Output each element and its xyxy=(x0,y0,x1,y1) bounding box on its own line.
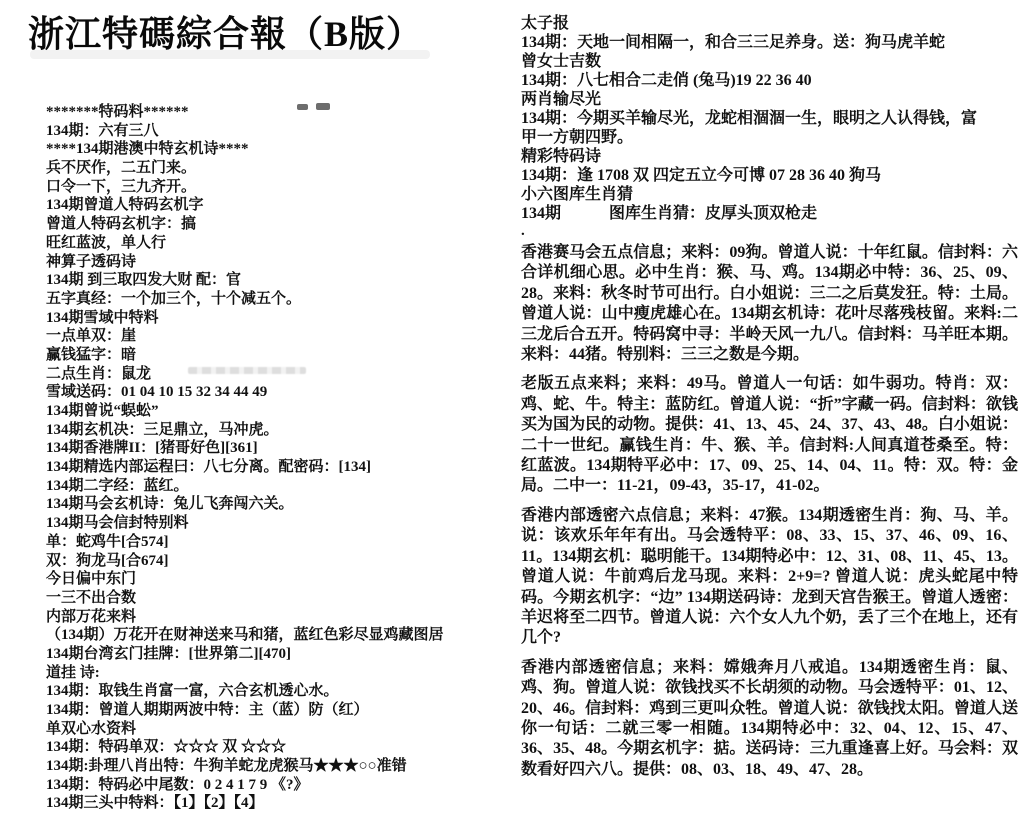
text-line: ****134期港澳中特玄机诗**** xyxy=(46,141,249,158)
text-line: 曾女士吉数 xyxy=(521,53,602,70)
text-line: （134期）万花开在财神送来马和猪，蓝红色彩尽显鸡藏图居 xyxy=(46,627,444,644)
text-line: 二点生肖：鼠龙 xyxy=(46,365,152,382)
tips-paragraph: 老版五点来料；来料：49马。曾道人一句话：如牛弱功。特肖：双：鸡、蛇、牛。特主：蓝防红。曾道人说：“折”字藏一码。信封料：欲钱买为国为民的动物。提供：41、13、45、24、37、43、48。白小姐说：二十一世纪。赢钱生肖：牛、猴、羊。信封料:人间真道苍桑至。特：红蓝波。134期特平必中：17、09、25、14、04、11。特：双。特：金局。二中一：11-21，09-43，35-17，41-02。 xyxy=(521,375,1018,495)
text-line: 134期：特码单双：☆☆☆ 双 ☆☆☆ xyxy=(46,739,287,756)
text-line: 134期精选内部运程曰：八七分离。配密码：[134] xyxy=(46,459,371,476)
text-line: 一点单双：崖 xyxy=(46,328,137,345)
text-line: 134期:卦理八肖出特：牛狗羊蛇龙虎猴马★★★○○准错 xyxy=(46,758,407,775)
page-title: 浙江特碼綜合報（B版） xyxy=(28,14,424,54)
text-line: 今日偏中东门 xyxy=(46,571,137,588)
text-line: 134期曾道人特码玄机字 xyxy=(46,197,204,214)
text-line: 小六图库生肖猜 xyxy=(521,186,634,203)
tips-paragraph: 香港内部透密信息；来料：嫦娥奔月八戒追。134期透密生肖：鼠、鸡、狗。曾道人说：欲钱找买不长胡须的动物。马会透特平：01、12、20、46。信封料：鸡到三更叫众牲。曾道人说：欲钱找太阳。曾道人送你一句话：二就三零一相随。134期特必中：32、04、12、15、47、36、35、48。今期玄机字：掂。送码诗：三九重逢喜上好。马会料：双数看好四六八。提供：08、03、18、49、47、28。 xyxy=(521,658,1018,778)
text-line: 134期：逢 1708 双 四定五立今可博 07 28 36 40 狗马 xyxy=(521,167,882,184)
text-line: 兵不厌作，二五门来。 xyxy=(46,160,197,177)
right-top-lines xyxy=(521,14,1018,223)
text-line: 精彩特码诗 xyxy=(521,148,602,165)
text-line: 双：狗龙马[合674] xyxy=(46,552,169,569)
right-column xyxy=(521,14,1018,789)
text-line: 甲一方朝四野。 xyxy=(521,129,634,146)
text-line: 134期香港牌II：[猪哥好色][361] xyxy=(46,440,258,457)
text-line: 五字真经：一个加三个，十个减五个。 xyxy=(46,290,302,307)
text-line: 134期曾说“蜈蚣” xyxy=(46,403,159,419)
text-line: 曾道人特码玄机字：搞 xyxy=(46,216,197,233)
text-line: 134期：六有三八 xyxy=(46,122,159,139)
text-line: 134期：特码必中尾数：0 2 4 1 7 9 《?》 xyxy=(46,776,309,793)
text-line: 134期马会信封特别料 xyxy=(46,515,189,532)
text-line: 一三不出合数 xyxy=(46,589,137,606)
text-line: 134期台湾玄门挂牌：[世界第二][470] xyxy=(46,645,291,662)
text-line: 134期二字经：蓝红。 xyxy=(46,477,189,494)
text-line: 134期马会玄机诗：兔儿飞奔闯六关。 xyxy=(46,496,294,513)
text-line: 单：蛇鸡牛[合574] xyxy=(46,533,169,550)
left-column xyxy=(46,103,486,813)
text-line: 道挂 诗: xyxy=(46,664,100,681)
text-line: 单双心水资料 xyxy=(46,720,137,737)
right-paragraphs xyxy=(521,243,1018,780)
text-line: 134期：八七相合二走俏 (兔马)19 22 36 40 xyxy=(521,72,812,89)
text-line: 134期 到三取四发大财 配：官 xyxy=(46,272,242,289)
text-line: 134期：天地一间相隔一，和合三三足养身。送：狗马虎羊蛇 xyxy=(521,34,946,51)
text-line: 134期：今期买羊输尽光，龙蛇相涸涸一生，眼明之人认得钱，富 xyxy=(521,110,978,127)
text-line: 134期玄机决：三足鼎立，马冲虎。 xyxy=(46,421,279,438)
text-line: 两肖输尽光 xyxy=(521,91,602,108)
text-line: 134期：取钱生肖富一富，六合玄机透心水。 xyxy=(46,683,339,700)
tips-paragraph: 香港内部透密六点信息；来料：47猴。134期透密生肖：狗、马、羊。说：该欢乐年年有出。马会透特平：08、33、15、37、46、09、16、11。134期玄机：聪明能干。134期特必中：12、31、08、11、45、13。曾道人说：牛前鸡后龙马现。来料：2+9=? 曾道人说：虎头蛇尾中特码。今期玄机字：“边” 134期送码诗：龙到天宫告猴王。曾道人透密：羊迟将至二四节。曾道人说：六个女人九个奶，丢了三个在地上，还有几个? xyxy=(521,506,1018,647)
stray-dot: . xyxy=(521,223,525,239)
text-line: 口令一下，三九齐开。 xyxy=(46,178,197,195)
text-line: 134期：曾道人期期两波中特：主（蓝）防（红） xyxy=(46,702,369,718)
text-line: 赢钱猛字：暗 xyxy=(46,346,137,363)
text-line: 134期雪域中特料 xyxy=(46,309,159,326)
text-line: 太子报 xyxy=(521,15,570,32)
text-line: 旺红蓝波，单人行 xyxy=(46,234,167,251)
text-line: 雪域送码：01 04 10 15 32 34 44 49 xyxy=(46,384,268,401)
text-line: 神算子透码诗 xyxy=(46,253,137,270)
text-line: 134期 图库生肖猜：皮厚头顶双枪走 xyxy=(521,205,818,222)
text-line: 134期三头中特料：【1】【2】【4】 xyxy=(46,795,264,812)
text-line: *******特码料****** xyxy=(46,104,189,120)
text-line: 内部万花来料 xyxy=(46,608,137,625)
tips-paragraph: 香港赛马会五点信息；来料：09狗。曾道人说：十年红鼠。信封料：六合详机细心思。必中生肖：猴、马、鸡。134期必中特：36、25、09、28。来料：秋冬时节可出行。白小姐说：三二之后莫发狂。特：土局。曾道人说：山中瘦虎雄心在。134期玄机诗：花叶尽落残枝留。来料:二三龙后合五开。特码窝中寻：半岭天风一九八。信封料：马羊旺本期。来料：44猪。特别料：三三之数是今期。 xyxy=(521,244,1018,364)
